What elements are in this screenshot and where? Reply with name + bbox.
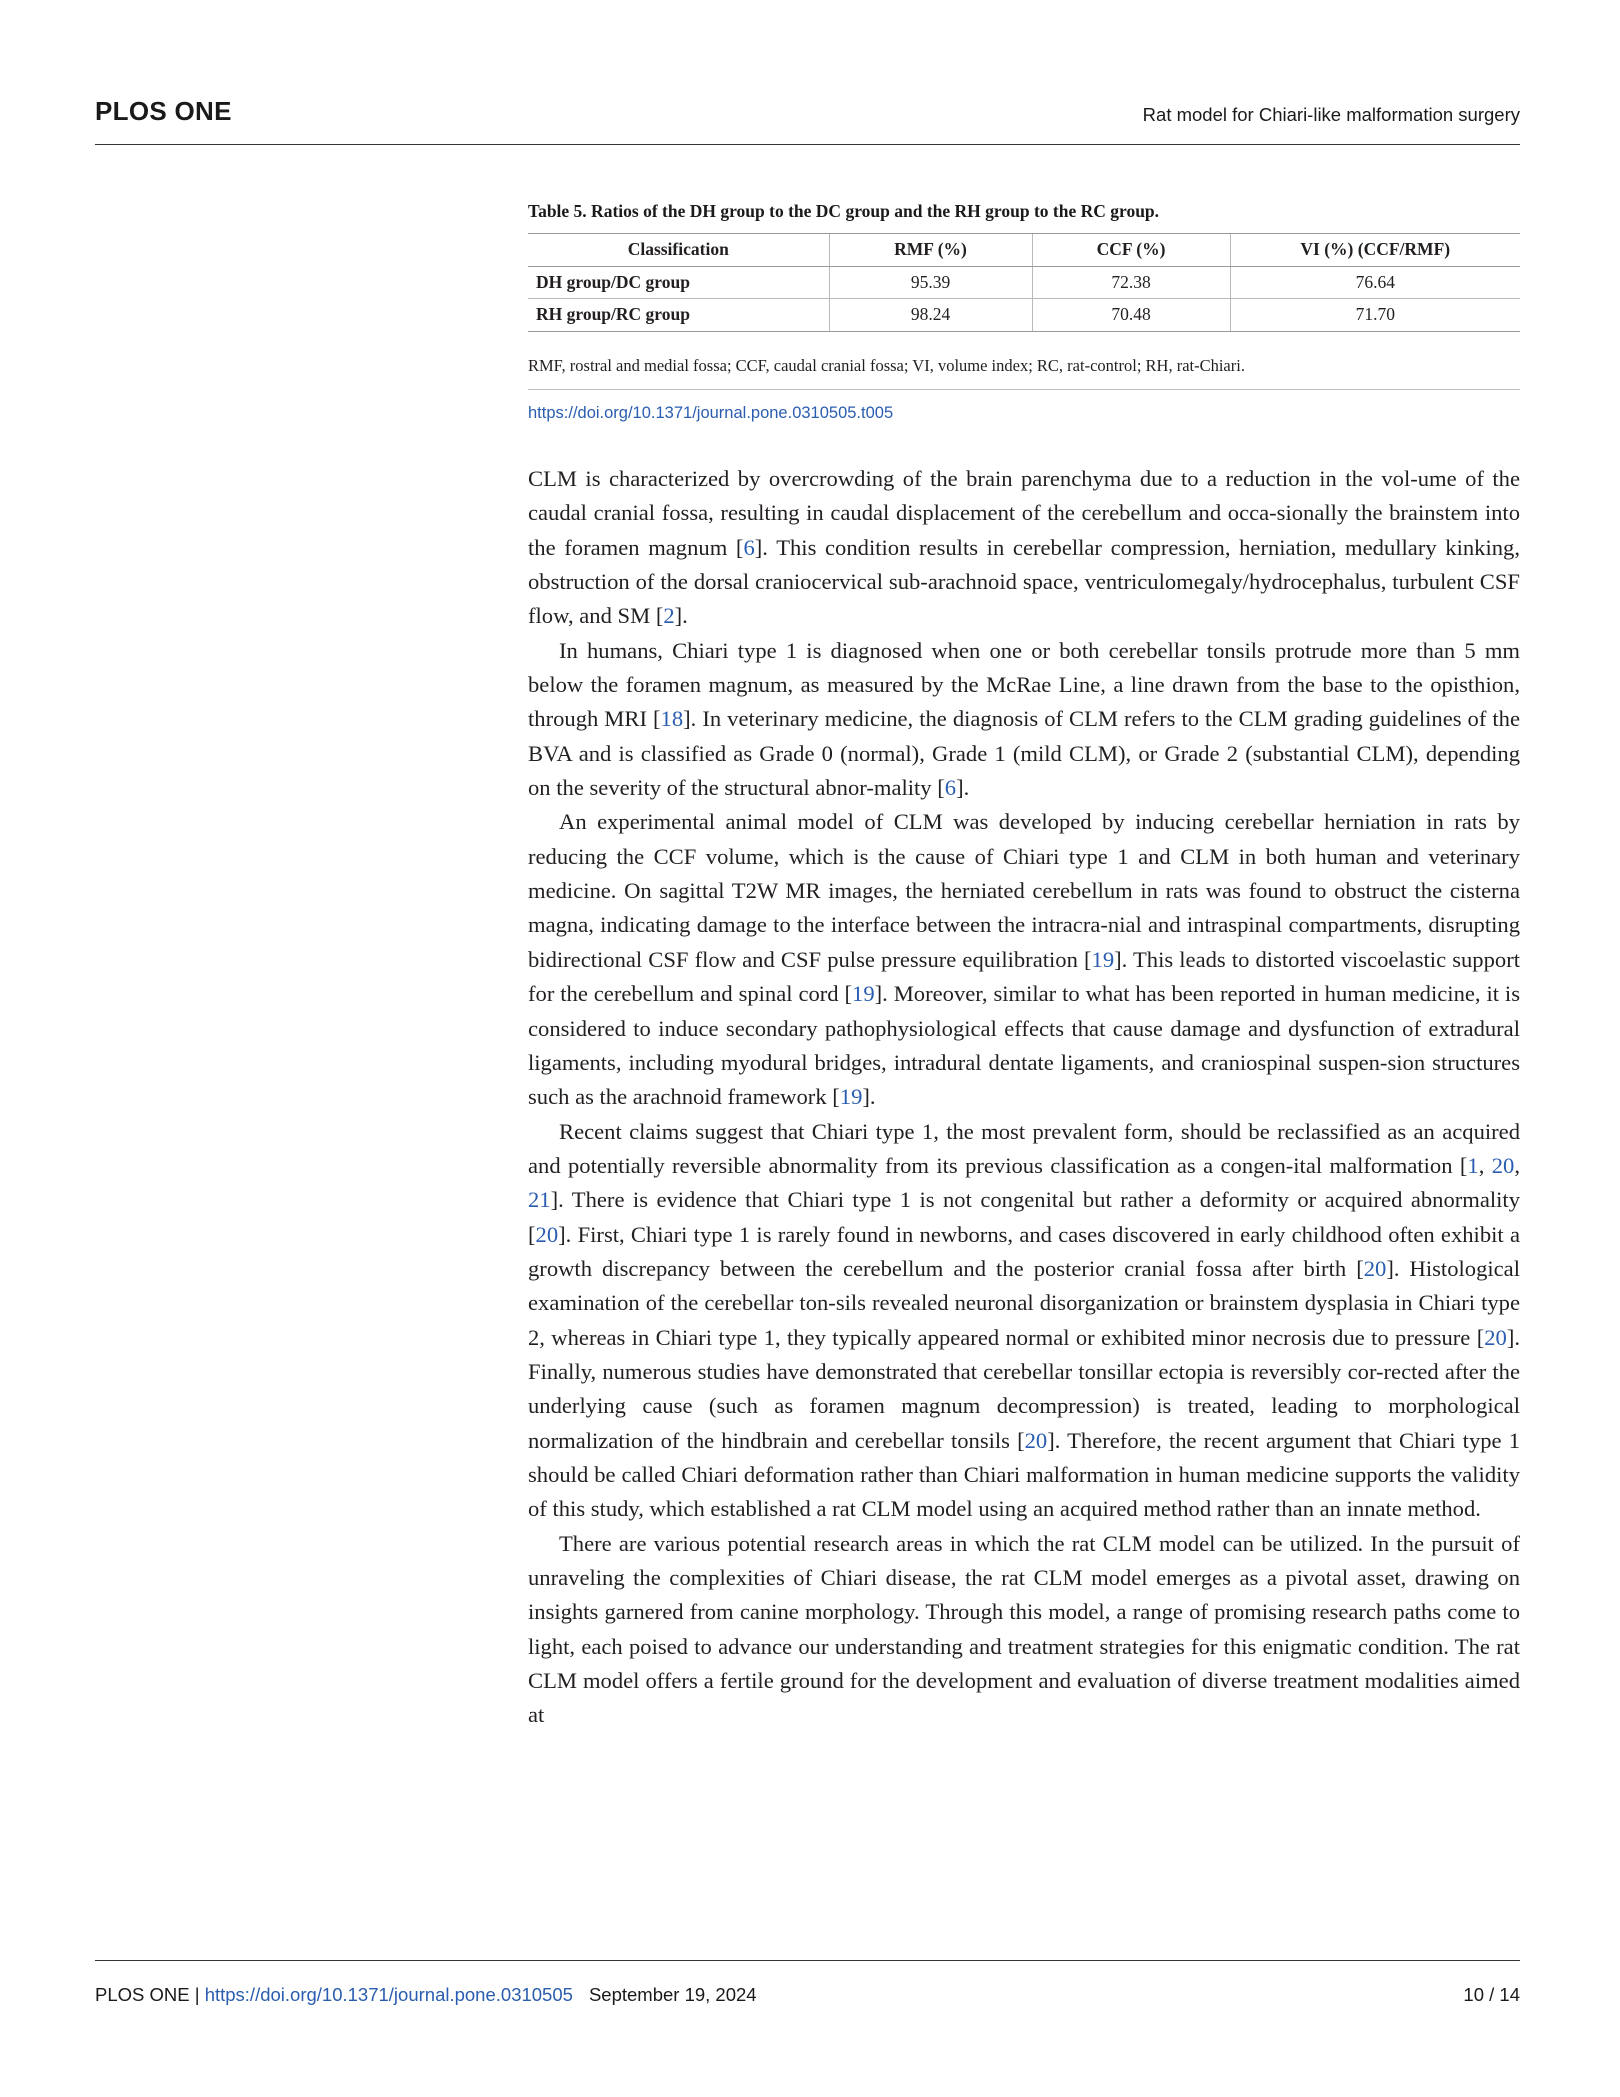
body-text: [528, 462, 1520, 1733]
citation-link[interactable]: 18: [660, 706, 684, 732]
citation-link[interactable]: 20: [1363, 1255, 1387, 1281]
citation-link[interactable]: 1: [1467, 1152, 1479, 1178]
table-doi-link[interactable]: https://doi.org/10.1371/journal.pone.0310505.t005: [528, 404, 894, 422]
citation-link[interactable]: 20: [535, 1221, 559, 1247]
column-header: RMF (%): [829, 234, 1032, 267]
citation-link[interactable]: 6: [944, 775, 957, 801]
footer-doi-link[interactable]: https://doi.org/10.1371/journal.pone.0310505: [204, 1984, 573, 2005]
citation-link[interactable]: 21: [528, 1187, 551, 1213]
table-cell: 95.39: [829, 266, 1032, 299]
citation-link[interactable]: 20: [1484, 1324, 1507, 1350]
citation-link[interactable]: 6: [743, 534, 755, 560]
row-label: DH group/DC group: [528, 266, 829, 299]
paragraph: In humans, Chiari type 1 is diagnosed when one or both cerebellar tonsils protrude more than 5 mm below the foramen magnum, as measured by the McRae Line, a line drawn from the base to the opisthion, through MRI [18]. In veterinary medicine, the diagnosis of CLM refers to the CLM grading guidelines of the BVA and is classified as Grade 0 (normal), Grade 1 (mild CLM), or Grade 2 (substantial CLM), depending on the severity of the structural abnor-mality [6].: [528, 637, 1520, 801]
citation-link[interactable]: 2: [663, 603, 675, 629]
column-header: CCF (%): [1032, 234, 1230, 267]
data-table: [528, 233, 1520, 332]
journal-name: PLOS ONE: [95, 96, 232, 126]
publication-date: September 19, 2024: [588, 1984, 757, 2005]
page-header: [95, 96, 1520, 145]
table-cell: 71.70: [1230, 299, 1520, 332]
table-cell: 98.24: [829, 299, 1032, 332]
table-row: [528, 266, 1520, 299]
citation-link[interactable]: 20: [1491, 1152, 1515, 1178]
paragraph: There are various potential research areas in which the rat CLM model can be utilized. In the pursuit of unraveling the complexities of Chiari disease, the rat CLM model emerges as a pivotal asset, drawing on insights garnered from canine morphology. Through this model, a range of promising research paths come to light, each poised to advance our understanding and treatment strategies for this enigmatic condition. The rat CLM model offers a fertile ground for the development and evaluation of diverse treatment modalities aimed at: [528, 1530, 1520, 1728]
column-header: Classification: [528, 234, 829, 267]
table-header-row: [528, 234, 1520, 267]
table-footnote: RMF, rostral and medial fossa; CCF, caudal cranial fossa; VI, volume index; RC, rat-control; RH, rat-Chiari.: [528, 356, 1520, 390]
citation-link[interactable]: 20: [1024, 1427, 1048, 1453]
citation-link[interactable]: 19: [852, 981, 875, 1007]
paragraph: Recent claims suggest that Chiari type 1, the most prevalent form, should be reclassified as an acquired and potentially reversible abnormality from its previous classification as a congen-ital malformation [1, 20, 21]. There is evidence that Chiari type 1 is not congenital but rather a deformity or acquired abnormality [20]. First, Chiari type 1 is rarely found in newborns, and cases discovered in early childhood often exhibit a growth discrepancy between the cerebellum and the posterior cranial fossa after birth [20]. Histological examination of the cerebellar ton-sils revealed neuronal disorganization or brainstem dysplasia in Chiari type 2, whereas in Chiari type 1, they typically appeared normal or exhibited minor necrosis due to pressure [20]. Finally, numerous studies have demonstrated that cerebellar tonsillar ectopia is reversibly cor-rected after the underlying cause (such as foramen magnum decompression) is treated, leading to morphological normalization of the hindbrain and cerebellar tonsils [20]. Therefore, the recent argument that Chiari type 1 should be called Chiari deformation rather than Chiari malformation in human medicine supports the validity of this study, which established a rat CLM model using an acquired method rather than an innate method.: [528, 1118, 1520, 1522]
paragraph: An experimental animal model of CLM was developed by inducing cerebellar herniation in rats by reducing the CCF volume, which is the cause of Chiari type 1 and CLM in both human and veterinary medicine. On sagittal T2W MR images, the herniated cerebellum in rats was found to obstruct the cisterna magna, indicating damage to the interface between the intracra-nial and intraspinal compartments, disrupting bidirectional CSF flow and CSF pulse pressure equilibration [19]. This leads to distorted viscoelastic support for the cerebellum and spinal cord [19]. Moreover, similar to what has been reported in human medicine, it is considered to induce secondary pathophysiological effects that cause damage and dysfunction of extradural ligaments, including myodural bridges, intradural dentate ligaments, and craniospinal suspen-sion structures such as the arachnoid framework [19].: [528, 809, 1520, 1110]
table-cell: 70.48: [1032, 299, 1230, 332]
page-footer: [95, 1960, 1520, 2005]
paragraph: CLM is characterized by overcrowding of the brain parenchyma due to a reduction in the vol-ume of the caudal cranial fossa, resulting in caudal displacement of the cerebellum and occa-sionally the brainstem into the foramen magnum [6]. This condition results in cerebellar compression, herniation, medullary kinking, obstruction of the dorsal craniocervical sub-arachnoid space, ventriculomegaly/hydrocephalus, turbulent CSF flow, and SM [2].: [528, 466, 1520, 629]
footer-citation: [95, 1984, 757, 2006]
citation-link[interactable]: 19: [1091, 946, 1115, 972]
citation-link[interactable]: 19: [839, 1084, 863, 1110]
table-caption: Table 5. Ratios of the DH group to the DC group and the RH group to the RC group.: [528, 201, 1160, 221]
running-title: Rat model for Chiari-like malformation surgery: [1142, 104, 1520, 125]
table-row: [528, 299, 1520, 332]
table-cell: 76.64: [1230, 266, 1520, 299]
page-number: 10 / 14: [1463, 1984, 1520, 2005]
footer-journal: PLOS ONE |: [95, 1984, 205, 2005]
column-header: VI (%) (CCF/RMF): [1230, 234, 1520, 267]
table-cell: 72.38: [1032, 266, 1230, 299]
row-label: RH group/RC group: [528, 299, 829, 332]
